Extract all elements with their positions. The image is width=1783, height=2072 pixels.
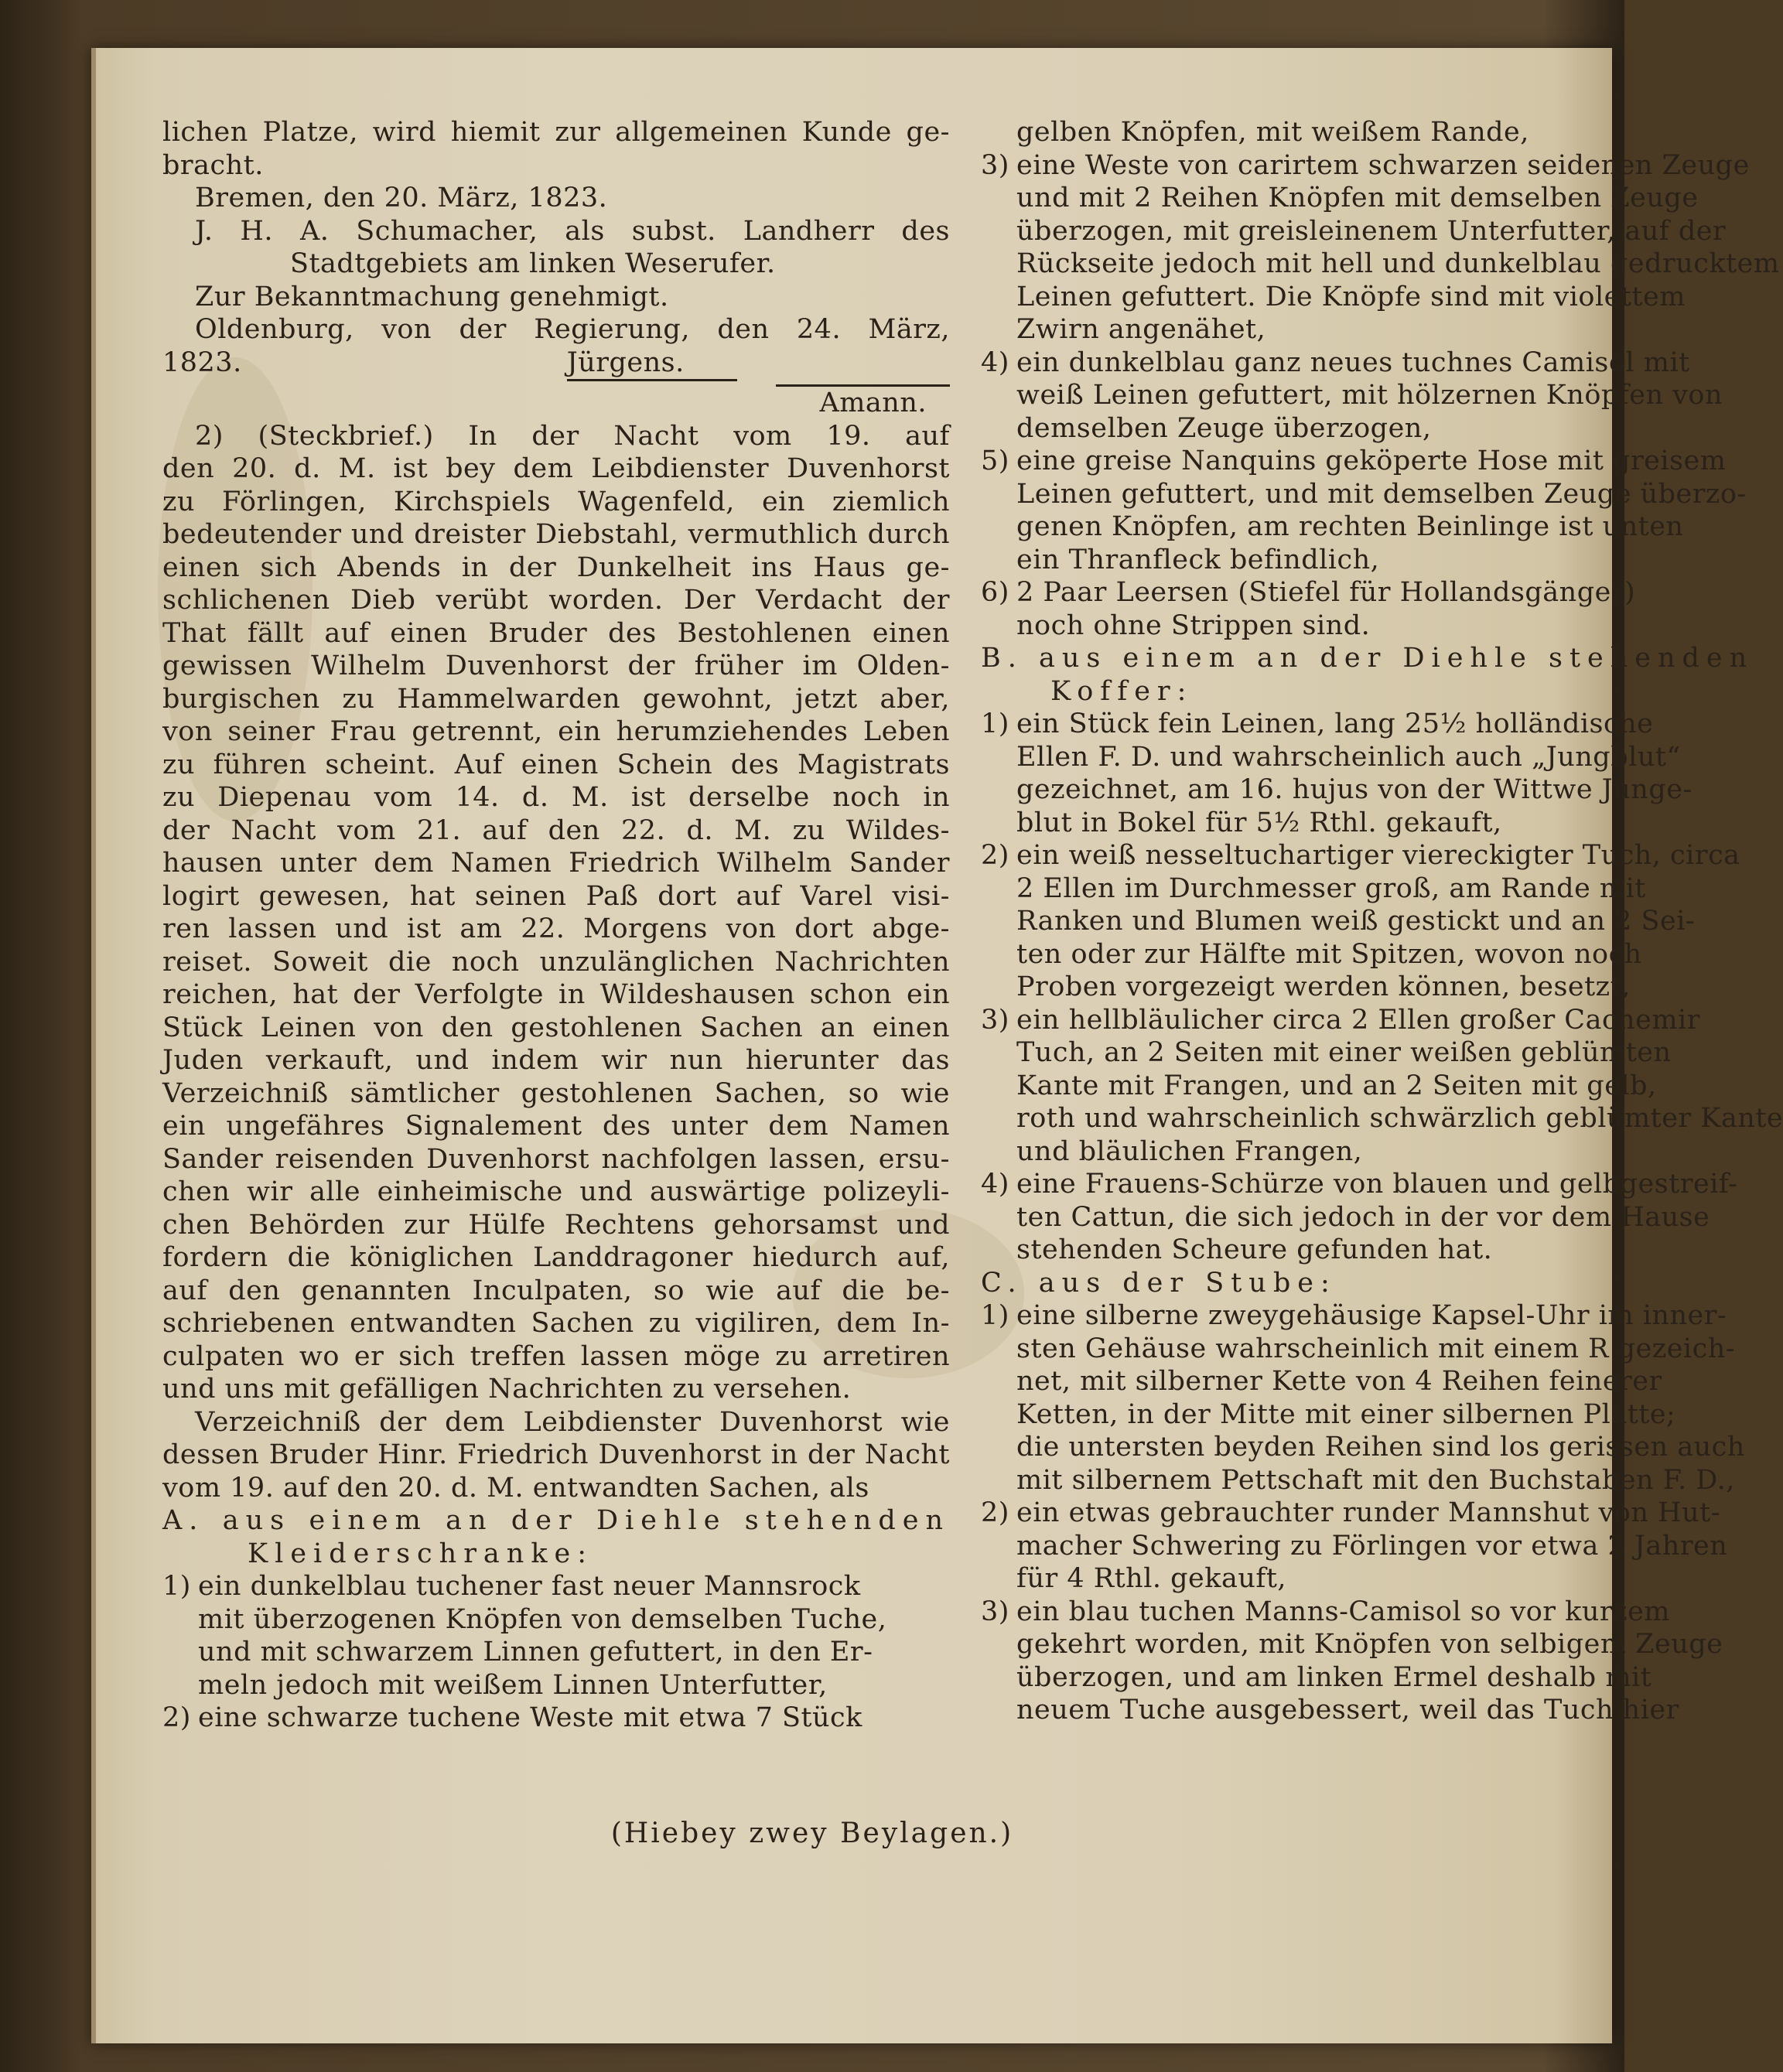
- text-line: der Nacht vom 21. auf den 22. d. M. zu Wildes-: [162, 814, 950, 846]
- list-item: [981, 1168, 1738, 1201]
- text-line: blut in Bokel für 5½ Rthl. gekauft,: [1016, 807, 1502, 838]
- text-line: net, mit silberner Kette von 4 Reihen feinerer: [1016, 1366, 1662, 1397]
- list-item: [162, 1702, 950, 1735]
- item-number: 2): [981, 840, 1009, 871]
- list-item: [981, 1596, 1670, 1629]
- item-text: ein Stück fein Leinen, lang 25½ holländische: [1016, 708, 1654, 739]
- text-line: culpaten wo er sich treffen lassen möge zu arretiren: [162, 1340, 950, 1372]
- text-line: Ellen F. D. und wahrscheinlich auch „Jungblut“: [1016, 741, 1681, 773]
- text-line: ein Thranfleck befindlich,: [1016, 544, 1380, 575]
- list-item: [981, 346, 1690, 380]
- left-column: [162, 116, 950, 1735]
- text-line: sten Gehäuse wahrscheinlich mit einem R gezeich-: [1016, 1333, 1736, 1364]
- item-text: eine Frauens-Schürze von blauen und gelbgestreif-: [1016, 1169, 1738, 1200]
- text-line: Sander reisenden Duvenhorst nachfolgen lassen, ersu-: [162, 1143, 950, 1175]
- text-line: überzogen, mit greisleinenem Unterfutter, auf der: [1016, 215, 1727, 247]
- text-line: ten oder zur Hälfte mit Spitzen, wovon noch: [1016, 938, 1642, 970]
- item-text: eine schwarze tuchene Weste mit etwa 7 Stück: [198, 1702, 862, 1733]
- item-text: ein etwas gebrauchter runder Mannshut von Hut-: [1016, 1497, 1720, 1528]
- text-line: den 20. d. M. ist bey dem Leibdienster Duvenhorst: [162, 453, 950, 484]
- item-text: ein dunkelblau ganz neues tuchnes Camisol mit: [1016, 346, 1690, 378]
- text-line: zu Diepenau vom 14. d. M. ist derselbe noch in: [162, 782, 950, 813]
- text-line: 2 Ellen im Durchmesser groß, am Rande mit: [1016, 872, 1646, 904]
- item-number: 3): [981, 1596, 1009, 1627]
- signature-amann: Amann.: [819, 387, 927, 418]
- text-line: chen wir alle einheimische und auswärtige polizeyli-: [162, 1176, 950, 1207]
- text-line: ren lassen und ist am 22. Morgens von dort abge-: [162, 913, 950, 944]
- item-number: 2): [162, 1702, 191, 1733]
- text-line: einen sich Abends in der Dunkelheit ins Haus ge-: [162, 551, 950, 583]
- item-number: 4): [981, 346, 1009, 378]
- text-line: schriebenen entwandten Sachen zu vigiliren, dem In-: [162, 1308, 950, 1339]
- text-line: ein ungefähres Signalement des unter dem Namen: [162, 1111, 950, 1142]
- item-number: 2): [981, 1497, 1009, 1528]
- text-line: überzogen, und am linken Ermel deshalb mit: [1016, 1661, 1652, 1693]
- item-number: 1): [981, 1300, 1009, 1331]
- approval-note: Zur Bekanntmachung genehmigt.: [195, 281, 669, 312]
- text-line: gekehrt worden, mit Knöpfen von selbigem Zeuge: [1016, 1629, 1723, 1660]
- item-number: 4): [981, 1169, 1009, 1200]
- list-item: [981, 708, 1654, 741]
- text-line: mit überzogenen Knöpfen von demselben Tuche,: [198, 1603, 887, 1635]
- item-text: eine Weste von carirtem schwarzen seidenen Zeuge: [1016, 149, 1750, 181]
- item-number: 1): [981, 708, 1009, 739]
- item-text: ein weiß nesseltuchartiger viereckigter Tuch, circa: [1016, 840, 1740, 871]
- text-line: von seiner Frau getrennt, ein herumziehendes Leben: [162, 716, 950, 747]
- text-line: lichen Platze, wird hiemit zur allgemeinen Kunde ge-: [162, 117, 950, 148]
- text-line: dessen Bruder Hinr. Friedrich Duvenhorst in der Nacht: [162, 1439, 950, 1470]
- list-item: [981, 839, 1740, 872]
- text-line: fordern die königlichen Landdragoner hiedurch auf,: [162, 1242, 950, 1273]
- text-line: hausen unter dem Namen Friedrich Wilhelm Sander: [162, 848, 950, 879]
- list-item: [981, 149, 1750, 183]
- text-line: und mit 2 Reihen Knöpfen mit demselben Zeuge: [1016, 183, 1699, 213]
- text-line: gezeichnet, am 16. hujus von der Wittwe Junge-: [1016, 774, 1692, 805]
- text-line: bracht.: [162, 149, 264, 181]
- text-line: burgischen zu Hammelwarden gewohnt, jetzt aber,: [162, 683, 950, 715]
- section-heading-a: A. aus einem an der Diehle stehenden: [162, 1505, 950, 1536]
- year: 1823.: [162, 346, 242, 378]
- text-line: für 4 Rthl. gekauft,: [1016, 1563, 1287, 1594]
- signature-juergens: Jürgens.: [567, 346, 737, 382]
- text-line: Ketten, in der Mitte mit einer silbernen Platte;: [1016, 1398, 1676, 1430]
- text-line: mit silbernem Pettschaft mit den Buchstaben F. D.,: [1016, 1464, 1735, 1496]
- list-item: [981, 1299, 1727, 1333]
- item-number: 1): [162, 1571, 191, 1602]
- text-line: gewissen Wilhelm Duvenhorst der früher im Olden-: [162, 650, 950, 681]
- dateline: Oldenburg, von der Regierung, den 24. März,: [195, 314, 950, 345]
- text-line: ten Cattun, die sich jedoch in der vor dem Hause: [1016, 1201, 1710, 1233]
- footer-note: (Hiebey zwey Beylagen.): [610, 1818, 1014, 1849]
- text-line: weiß Leinen gefuttert, mit hölzernen Knöpfen von: [1016, 380, 1723, 411]
- text-line: die untersten beyden Reihen sind los gerissen auch: [1016, 1432, 1745, 1463]
- item-number: 3): [981, 149, 1009, 181]
- item-text: ein hellbläulicher circa 2 Ellen großer Cachemir: [1016, 1004, 1700, 1036]
- text-line: reiset. Soweit die noch unzulänglichen Nachrichten: [162, 946, 950, 978]
- text-line: Ranken und Blumen weiß gestickt und an 2 Sei-: [1016, 906, 1696, 937]
- item-number: 5): [981, 445, 1009, 476]
- text-line: Proben vorgezeigt werden können, besetzt,: [1016, 971, 1631, 1002]
- signature-line: J. H. A. Schumacher, als subst. Landherr des: [195, 215, 950, 247]
- text-line: zu Förlingen, Kirchspiels Wagenfeld, ein ziemlich: [162, 486, 950, 517]
- text-line: vom 19. auf den 20. d. M. entwandten Sachen, als: [162, 1472, 869, 1504]
- text-line: auf den genannten Inculpaten, so wie auf die be-: [162, 1275, 950, 1306]
- text-line: Juden verkauft, und indem wir nun hierunter das: [162, 1045, 950, 1076]
- text-line: chen Behörden zur Hülfe Rechtens gehorsamst und: [162, 1209, 950, 1241]
- text-line: Rückseite jedoch mit hell und dunkelblau gedrucktem: [1016, 248, 1780, 279]
- section-heading-b: B. aus einem an der Diehle stehenden: [981, 643, 1754, 674]
- text-line: Zwirn angenähet,: [1016, 314, 1266, 345]
- item-text: ein blau tuchen Manns-Camisol so vor kurzem: [1016, 1596, 1670, 1627]
- list-item: [981, 1497, 1720, 1530]
- item-text: ein dunkelblau tuchener fast neuer Mannsrock: [198, 1571, 861, 1602]
- text-line: noch ohne Strippen sind.: [1016, 609, 1371, 641]
- text-line: zu führen scheint. Auf einen Schein des Magistrats: [162, 749, 950, 780]
- text-line: bedeutender und dreister Diebstahl, vermuthlich durch: [162, 519, 950, 550]
- text-line: genen Knöpfen, am rechten Beinlinge ist unten: [1016, 511, 1684, 542]
- text-line: und uns mit gefälligen Nachrichten zu versehen.: [162, 1374, 852, 1405]
- text-line: Kante mit Frangen, und an 2 Seiten mit gelb,: [1016, 1070, 1657, 1101]
- list-item: [981, 1004, 1700, 1037]
- text-line: macher Schwering zu Förlingen vor etwa 2 Jahren: [1016, 1530, 1728, 1562]
- year-signature-line: [162, 346, 950, 382]
- text-line: meln jedoch mit weißem Linnen Unterfutter,: [198, 1669, 828, 1701]
- item-number: 6): [981, 577, 1009, 608]
- item-text: eine silberne zweygehäusige Kapsel-Uhr im inner-: [1016, 1300, 1727, 1331]
- list-item: [162, 1570, 950, 1603]
- item-text: eine greise Nanquins geköperte Hose mit greisem: [1016, 445, 1727, 476]
- text-line: Leinen gefuttert. Die Knöpfe sind mit violettem: [1016, 281, 1686, 312]
- text-line: und mit schwarzem Linnen gefuttert, in den Er-: [198, 1637, 873, 1667]
- item-number: 3): [981, 1004, 1009, 1036]
- text-line: und bläulichen Frangen,: [1016, 1135, 1363, 1167]
- text-line: demselben Zeuge überzogen,: [1016, 412, 1432, 444]
- section-heading-a-cont: Kleiderschranke:: [248, 1538, 594, 1569]
- text-line: Verzeichniß der dem Leibdienster Duvenhorst wie: [195, 1406, 950, 1438]
- text-line: schlichenen Dieb verübt worden. Der Verdacht der: [162, 585, 950, 616]
- signature-title: Stadtgebiets am linken Weserufer.: [290, 248, 776, 279]
- text-line: stehenden Scheure gefunden hat.: [1016, 1234, 1493, 1265]
- text-line: Stück Leinen von den gestohlenen Sachen an einen: [162, 1012, 950, 1043]
- text-line: reichen, hat der Verfolgte in Wildeshausen schon ein: [162, 979, 950, 1010]
- text-line: roth und wahrscheinlich schwärzlich geblümter Kante: [1016, 1103, 1783, 1134]
- text-line: Tuch, an 2 Seiten mit einer weißen geblümten: [1016, 1037, 1672, 1068]
- dateline: Bremen, den 20. März, 1823.: [195, 183, 608, 213]
- section-heading-b-cont: Koffer:: [1050, 675, 1194, 707]
- list-item: [981, 576, 1636, 609]
- text-line: Verzeichniß sämtlicher gestohlenen Sachen, so wie: [162, 1077, 950, 1109]
- text-line: gelben Knöpfen, mit weißem Rande,: [1016, 117, 1529, 148]
- right-column: [981, 116, 1783, 1727]
- text-line: Leinen gefuttert, und mit demselben Zeuge überzo-: [1016, 478, 1747, 510]
- text-line: That fällt auf einen Bruder des Bestohlenen einen: [162, 617, 950, 649]
- list-item: [981, 445, 1727, 478]
- item-text: 2 Paar Leersen (Stiefel für Hollandsgänger): [1016, 577, 1636, 608]
- text-line: neuem Tuche ausgebessert, weil das Tuch hier: [1016, 1695, 1679, 1726]
- notice-heading-line: 2) (Steckbrief.) In der Nacht vom 19. auf: [195, 420, 950, 452]
- section-heading-c: C. aus der Stube:: [981, 1267, 1337, 1299]
- text-line: logirt gewesen, hat seinen Paß dort auf Varel visi-: [162, 880, 950, 912]
